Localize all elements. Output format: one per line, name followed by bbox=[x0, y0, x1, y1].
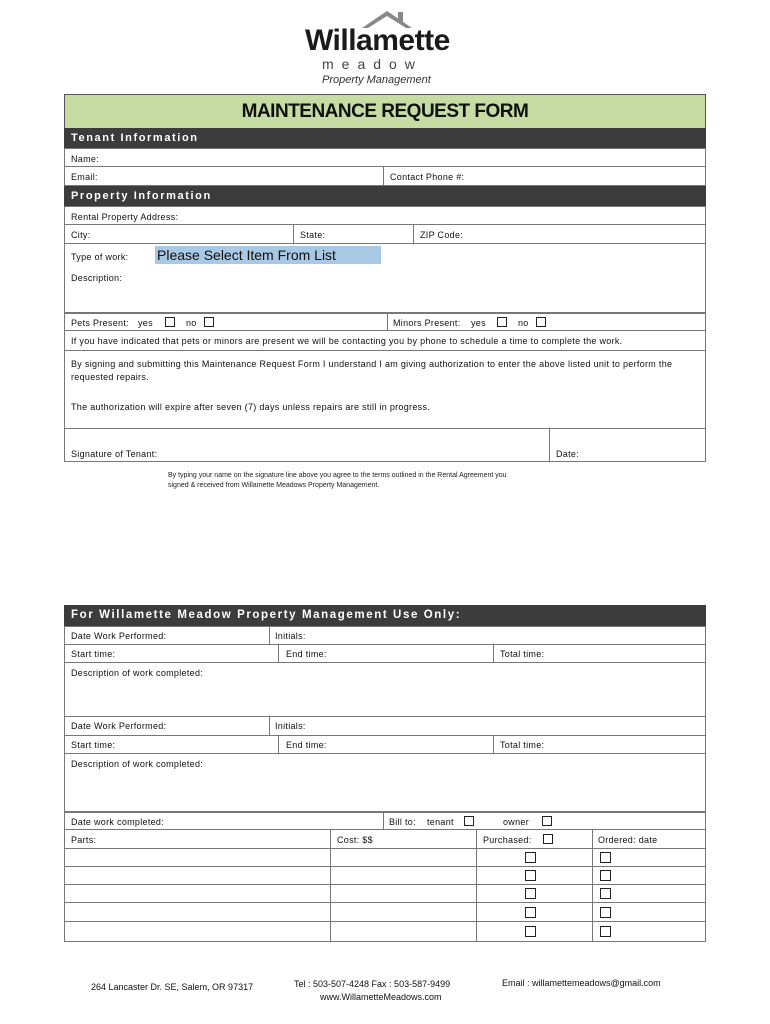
bill-tenant-label: tenant bbox=[427, 817, 454, 827]
end-time-label: End time: bbox=[286, 649, 327, 659]
start-time-label: Start time: bbox=[71, 740, 116, 750]
minors-no-checkbox[interactable] bbox=[536, 317, 546, 327]
part-purchased-checkbox[interactable] bbox=[525, 870, 536, 881]
time-row-2[interactable] bbox=[64, 736, 706, 754]
pets-yes-checkbox[interactable] bbox=[165, 317, 175, 327]
work-type-label: Type of work: bbox=[71, 252, 129, 262]
authorization-text: By signing and submitting this Maintenance Request Form I understand I am giving authorization to enter the above listed unit to perform the requested repairs. bbox=[71, 359, 673, 382]
authorization-row bbox=[64, 351, 706, 429]
name-label: Name: bbox=[71, 154, 100, 164]
part-purchased-checkbox[interactable] bbox=[525, 907, 536, 918]
parts-row[interactable] bbox=[64, 885, 706, 903]
purchased-checkbox[interactable] bbox=[543, 834, 553, 844]
work-type-select[interactable]: Please Select Item From List bbox=[155, 246, 381, 264]
initials-label: Initials: bbox=[275, 631, 306, 641]
logo-sub: meadow bbox=[322, 56, 423, 72]
logo-tagline: Property Management bbox=[322, 74, 431, 86]
bill-tenant-checkbox[interactable] bbox=[464, 816, 474, 826]
ordered-label: Ordered: date bbox=[598, 835, 658, 845]
time-row-1[interactable] bbox=[64, 645, 706, 663]
date-label: Date: bbox=[556, 449, 580, 459]
total-time-label: Total time: bbox=[500, 740, 545, 750]
signature-row[interactable] bbox=[64, 429, 706, 462]
phone-label: Contact Phone #: bbox=[390, 172, 465, 182]
work-description-row-1[interactable] bbox=[64, 663, 706, 717]
date-completed-row[interactable] bbox=[64, 812, 706, 830]
start-time-label: Start time: bbox=[71, 649, 116, 659]
parts-label: Parts: bbox=[71, 835, 97, 845]
footer-email[interactable]: Email : willamettemeadows@gmail.com bbox=[502, 978, 661, 988]
part-ordered-checkbox[interactable] bbox=[600, 888, 611, 899]
description-row[interactable] bbox=[64, 267, 706, 313]
work-description-row-2[interactable] bbox=[64, 754, 706, 812]
agreement-note-line2: signed & received from Willamette Meadows Property Management. bbox=[168, 482, 380, 489]
description-label: Description: bbox=[71, 273, 123, 283]
city-row[interactable] bbox=[64, 225, 706, 244]
part-ordered-checkbox[interactable] bbox=[600, 926, 611, 937]
date-completed-label: Date work completed: bbox=[71, 817, 165, 827]
part-ordered-checkbox[interactable] bbox=[600, 907, 611, 918]
parts-row[interactable] bbox=[64, 849, 706, 867]
pets-yes-label: yes bbox=[138, 318, 153, 328]
expiration-text: The authorization will expire after seven (7) days unless repairs are still in progress. bbox=[71, 402, 431, 412]
property-section-header: Property Information bbox=[64, 186, 706, 206]
zip-label: ZIP Code: bbox=[420, 230, 464, 240]
part-purchased-checkbox[interactable] bbox=[525, 852, 536, 863]
pets-minors-row bbox=[64, 313, 706, 331]
signature-label: Signature of Tenant: bbox=[71, 449, 158, 459]
bill-to-label: Bill to: bbox=[389, 817, 416, 827]
form-title: MAINTENANCE REQUEST FORM bbox=[64, 94, 706, 128]
date-performed-label: Date Work Performed: bbox=[71, 721, 167, 731]
logo-name: Willamette bbox=[305, 24, 450, 57]
bill-owner-checkbox[interactable] bbox=[542, 816, 552, 826]
address-row[interactable] bbox=[64, 206, 706, 225]
pets-no-checkbox[interactable] bbox=[204, 317, 214, 327]
agreement-note-line1: By typing your name on the signature line above you agree to the terms outlined in the Rental Agreement you bbox=[168, 472, 507, 479]
parts-header-row bbox=[64, 830, 706, 849]
contact-note-row bbox=[64, 331, 706, 351]
minors-yes-checkbox[interactable] bbox=[497, 317, 507, 327]
purchased-label: Purchased: bbox=[483, 835, 532, 845]
parts-row[interactable] bbox=[64, 903, 706, 922]
initials-label: Initials: bbox=[275, 721, 306, 731]
part-ordered-checkbox[interactable] bbox=[600, 852, 611, 863]
work-description-label: Description of work completed: bbox=[71, 759, 204, 769]
address-label: Rental Property Address: bbox=[71, 212, 179, 222]
office-section-header: For Willamette Meadow Property Management Use Only: bbox=[64, 605, 706, 626]
end-time-label: End time: bbox=[286, 740, 327, 750]
state-label: State: bbox=[300, 230, 326, 240]
city-label: City: bbox=[71, 230, 91, 240]
footer-phone-fax: Tel : 503-507-4248 Fax : 503-587-9499 bbox=[294, 979, 451, 989]
bill-owner-label: owner bbox=[503, 817, 530, 827]
contact-note: If you have indicated that pets or minors are present we will be contacting you by phone to schedule a time to complete the work. bbox=[71, 336, 623, 346]
cost-label: Cost: $$ bbox=[337, 835, 373, 845]
part-purchased-checkbox[interactable] bbox=[525, 888, 536, 899]
date-performed-row-2[interactable] bbox=[64, 717, 706, 736]
parts-row[interactable] bbox=[64, 867, 706, 885]
date-performed-label: Date Work Performed: bbox=[71, 631, 167, 641]
email-row[interactable] bbox=[64, 167, 706, 186]
minors-label: Minors Present: bbox=[393, 318, 461, 328]
work-description-label: Description of work completed: bbox=[71, 668, 204, 678]
tenant-section-header: Tenant Information bbox=[64, 128, 706, 148]
pets-no-label: no bbox=[186, 318, 197, 328]
part-purchased-checkbox[interactable] bbox=[525, 926, 536, 937]
minors-no-label: no bbox=[518, 318, 529, 328]
parts-row[interactable] bbox=[64, 922, 706, 942]
footer-website[interactable]: www.WillametteMeadows.com bbox=[320, 992, 442, 1002]
email-label: Email: bbox=[71, 172, 98, 182]
date-performed-row-1[interactable] bbox=[64, 626, 706, 645]
total-time-label: Total time: bbox=[500, 649, 545, 659]
pets-label: Pets Present: bbox=[71, 318, 129, 328]
footer-address: 264 Lancaster Dr. SE, Salem, OR 97317 bbox=[91, 982, 254, 992]
part-ordered-checkbox[interactable] bbox=[600, 870, 611, 881]
minors-yes-label: yes bbox=[471, 318, 486, 328]
name-row[interactable] bbox=[64, 148, 706, 167]
